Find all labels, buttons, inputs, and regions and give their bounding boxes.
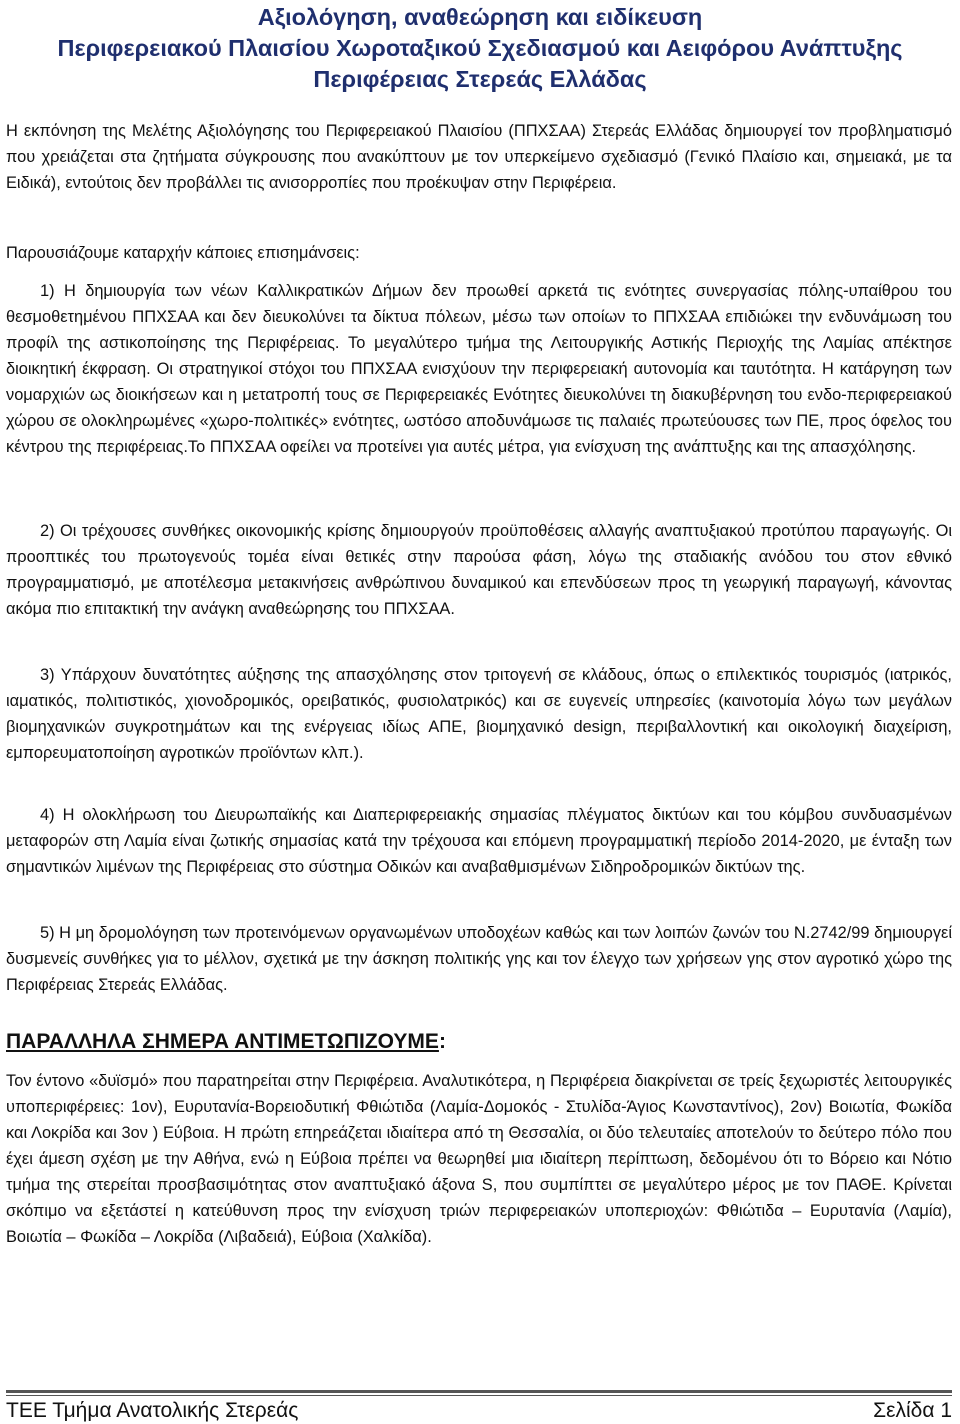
- intro-paragraph: Η εκπόνηση της Μελέτης Αξιολόγησης του Περιφερειακού Πλαισίου (ΠΠΧΣΑΑ) Στερεάς Ελλάδας δημιουργεί τον προβληματισμό που χρειάζεται στα ζητήματα σύγκρουσης που ανακύπτουν με τον υπερκείμενο σχεδιασμό (Γενικό Πλαίσιο και, σημειακά, με τα Ειδικά), εντούτοις δεν προβάλλει τις ανισορροπίες που προέκυψαν στην Περιφέρεια.: [6, 122, 952, 192]
- title-line-2: Περιφερειακού Πλαισίου Χωροταξικού Σχεδιασμού και Αειφόρου Ανάπτυξης: [57, 35, 903, 61]
- footer-page-number: Σελίδα 1: [873, 1399, 952, 1422]
- list-item-4: 4) Η ολοκλήρωση του Διευρωπαϊκής και Διαπεριφερειακής σημασίας πλέγματος δικτύων και του κόμβου συνδυασμένων μεταφορών στη Λαμία είναι ζωτικής σημασίας κατά την τρέχουσα και επόμενη προγραμματική περίοδο 2014-2020, με ένταξη των σημαντικών λιμένων της Περιφέρειας στο σύστημα Οδικών και αναβαθμισμένων Σιδηροδρομικών δικτύων της.: [6, 806, 952, 876]
- footer-rule-thin: [6, 1395, 952, 1396]
- section-body: Τον έντονο «δυϊσμό» που παρατηρείται στην Περιφέρεια. Αναλυτικότερα, η Περιφέρεια διακρίνεται σε τρείς ξεχωριστές λειτουργικές υποπεριφέρειες: 1ον), Ευρυτανία-Βορειοδυτική Φθιώτιδα (Λαμία-Δομοκός - Στυλίδα-Άγιος Κωνσταντίνος), 2ον) Βοιωτία, Φωκίδα και Λοκρίδα και 3ον ) Εύβοια. Η πρώτη επηρεάζεται ιδιαίτερα από τη Θεσσαλία, οι δύο τελευταίες αποτελούν το δεύτερο πόλο που έχει άμεση σχέση με την Αθήνα, ενώ η Εύβοια πρέπει να θεωρηθεί μια ιδιαίτερη περίπτωση, δεδομένου ότι το Βόρειο και Νότιο τμήμα της στερείται προσβασιμότητας στον αναπτυξιακό άξονα S, που συμπίπτει σε μεγαλύτερο μέρος με τον ΠΑΘΕ. Κρίνεται σκόπιμο να εξετάστεί η κατεύθυνση προς την ενίσχυση τριών περιφερειακών υποπεριοχών: Φθιώτιδα – Ευρυτανία (Λαμία), Βοιωτία – Φωκίδα – Λοκρίδα (Λιβαδειά), Εύβοια (Χαλκίδα).: [6, 1072, 952, 1246]
- document-title: [0, 0, 960, 95]
- remarks-intro: Παρουσιάζουμε καταρχήν κάποιες επισημάνσεις:: [6, 244, 360, 262]
- list-item-3: 3) Υπάρχουν δυνατότητες αύξησης της απασχόλησης στον τριτογενή σε κλάδους, όπως ο επιλεκτικός τουρισμός (ιατρικός, ιαματικός, πολιτιστικός, χιονοδρομικός, ορειβατικός, φυσιολατρικός) και σε ευγενείς υπηρεσίες (καινοτομία λόγω των μεγάλων βιομηχανικών συγκροτημάτων και της ενέργειας ιδίως ΑΠΕ, βιομηχανικό design, περιβαλλοντική και οικολογική διαχείριση, εμπορευματοποίηση αγροτικών προϊόντων κλπ.).: [6, 666, 952, 762]
- title-line-1: Αξιολόγηση, αναθεώρηση και ειδίκευση: [257, 4, 703, 30]
- list-item-1: 1) Η δημιουργία των νέων Καλλικρατικών Δήμων δεν προωθεί αρκετά τις ενότητες συνεργασίας πόλης-υπαίθρου του θεσμοθετημένου ΠΠΧΣΑΑ και δεν διευκολύνει τα δίκτυα πόλεων, μέσω των οποίων το ΠΠΧΣΑΑ επιδιώκει την ενδυνάμωση του προφίλ της αστικοποίησης της Περιφέρειας. Το μεγαλύτερο τμήμα της Λειτουργικής Αστικής Περιοχής της Λαμίας απέκτησε διοικητική έκφραση. Οι στρατηγικοί στόχοι του ΠΠΧΣΑΑ ενισχύουν την περιφερειακή αυτονομία και ταυτότητα. Η κατάργηση των νομαρχιών ως διοικήσεων και η μετατροπή τους σε Περιφερειακές Ενότητες διευκολύνει τη διακυβέρνηση του ενδο-περιφερειακού χώρου σε ολοκληρωμένες «χωρο-πολιτικές» ενότητες, ωστόσο αποδυνάμωσε τις παλαιές πρωτεύουσες των ΠΕ, προς όφελος του κέντρου της περιφέρειας.Το ΠΠΧΣΑΑ οφείλει να προτείνει για αυτές μέτρα, για ενίσχυση της ανάπτυξης και της απασχόλησης.: [6, 282, 952, 456]
- section-heading: [6, 1028, 952, 1056]
- footer-rule-thick: [6, 1390, 952, 1393]
- section-heading-colon: :: [438, 1030, 446, 1053]
- list-item-2: 2) Οι τρέχουσες συνθήκες οικονομικής κρίσης δημιουργούν προϋποθέσεις αλλαγής αναπτυξιακού προτύπου παραγωγής. Οι προοπτικές του πρωτογενούς τομέα είναι θετικές στην παρούσα φάση, λόγω της σταδιακής ανόδου του στον εθνικό προγραμματισμό, με αποτέλεσμα μετακινήσεις ανθρώπινου δυναμικού και επενδύσεων προς τη γεωργική παραγωγή, κάνοντας ακόμα πιο επιτακτική την ανάγκη αναθεώρησης του ΠΠΧΣΑΑ.: [6, 522, 952, 618]
- list-item-5: 5) Η μη δρομολόγηση των προτεινόμενων οργανωμένων υποδοχέων καθώς και των λοιπών ζωνών του Ν.2742/99 δημιουργεί δυσμενείς συνθήκες για το μέλλον, σχετικά με την άσκηση πολιτικής γης και τον έλεγχο των χρήσεων γης στον αγροτικό χώρο της Περιφέρειας Στερεάς Ελλάδας.: [6, 924, 952, 994]
- footer-organization: ΤΕΕ Τμήμα Ανατολικής Στερεάς: [6, 1399, 299, 1422]
- title-line-3: Περιφέρειας Στερεάς Ελλάδας: [313, 66, 647, 92]
- section-heading-text: ΠΑΡΑΛΛΗΛΑ ΣΗΜΕΡΑ ΑΝΤΙΜΕΤΩΠΙΖΟΥΜΕ: [6, 1030, 439, 1053]
